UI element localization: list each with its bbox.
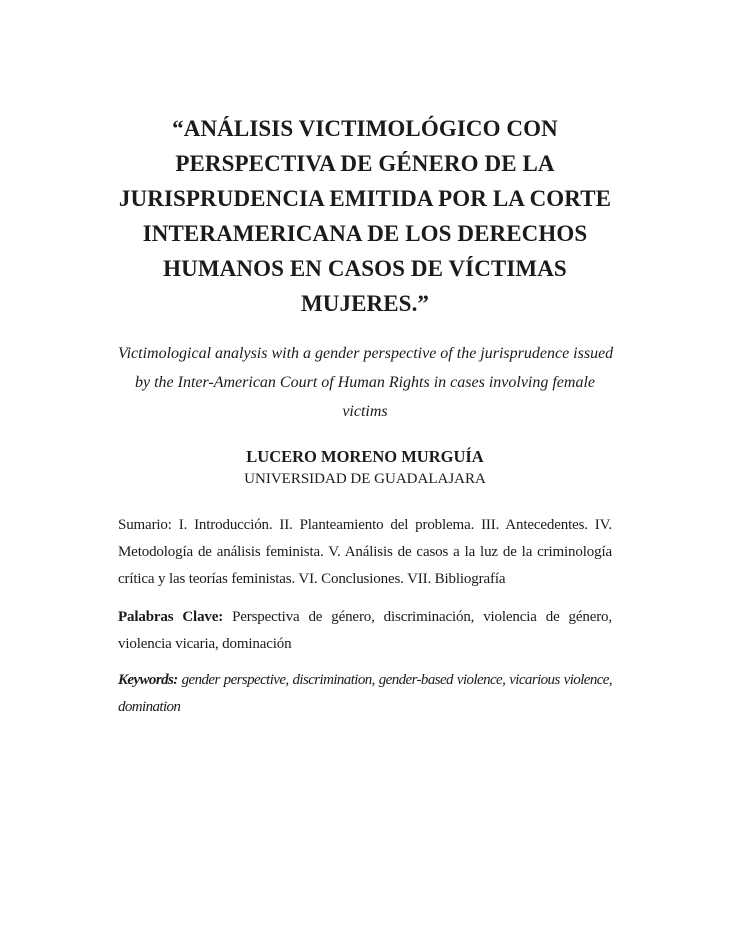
title-line: INTERAMERICANA DE LOS DERECHOS [142,221,588,246]
title-line: PERSPECTIVA DE GÉNERO DE LA [175,151,555,176]
subtitle-line: by the Inter-American Court of Human Rights in cases involving female [134,374,596,391]
summary-paragraph [118,512,612,593]
summary-text: I. Introducción. II. Planteamiento del problema. III. Antecedentes. IV. Metodología de análisis feminista. V. Análisis de casos a la luz de la criminología crítica y las teorías feministas. VI. Conclusiones. VII. Bibliografía [118,517,612,587]
keywords-english-paragraph [118,667,612,721]
author-affiliation: UNIVERSIDAD DE GUADALAJARA [244,471,486,487]
keywords-spanish-text: Perspectiva de género, discriminación, violencia de género, violencia vicaria, dominación [118,609,612,652]
summary-label: Sumario: [118,517,172,533]
keywords-spanish-paragraph [118,604,612,658]
title-line: HUMANOS EN CASOS DE VÍCTIMAS [163,256,567,281]
title-line: MUJERES.” [300,291,430,316]
subtitle-line: Victimological analysis with a gender perspective of the jurisprudence issued [118,345,614,362]
paper-title [118,111,612,321]
title-line: “ANÁLISIS VICTIMOLÓGICO CON [172,116,558,141]
keywords-spanish-label: Palabras Clave: [118,609,224,625]
subtitle-line: victims [342,403,388,420]
paper-subtitle-english [118,339,612,426]
author-name: LUCERO MORENO MURGUÍA [246,447,484,466]
keywords-english-text: gender perspective, discrimination, gender-based violence, vicarious violence, domination [118,672,612,715]
title-line: JURISPRUDENCIA EMITIDA POR LA CORTE [118,186,612,211]
keywords-english-label: Keywords: [118,672,178,688]
